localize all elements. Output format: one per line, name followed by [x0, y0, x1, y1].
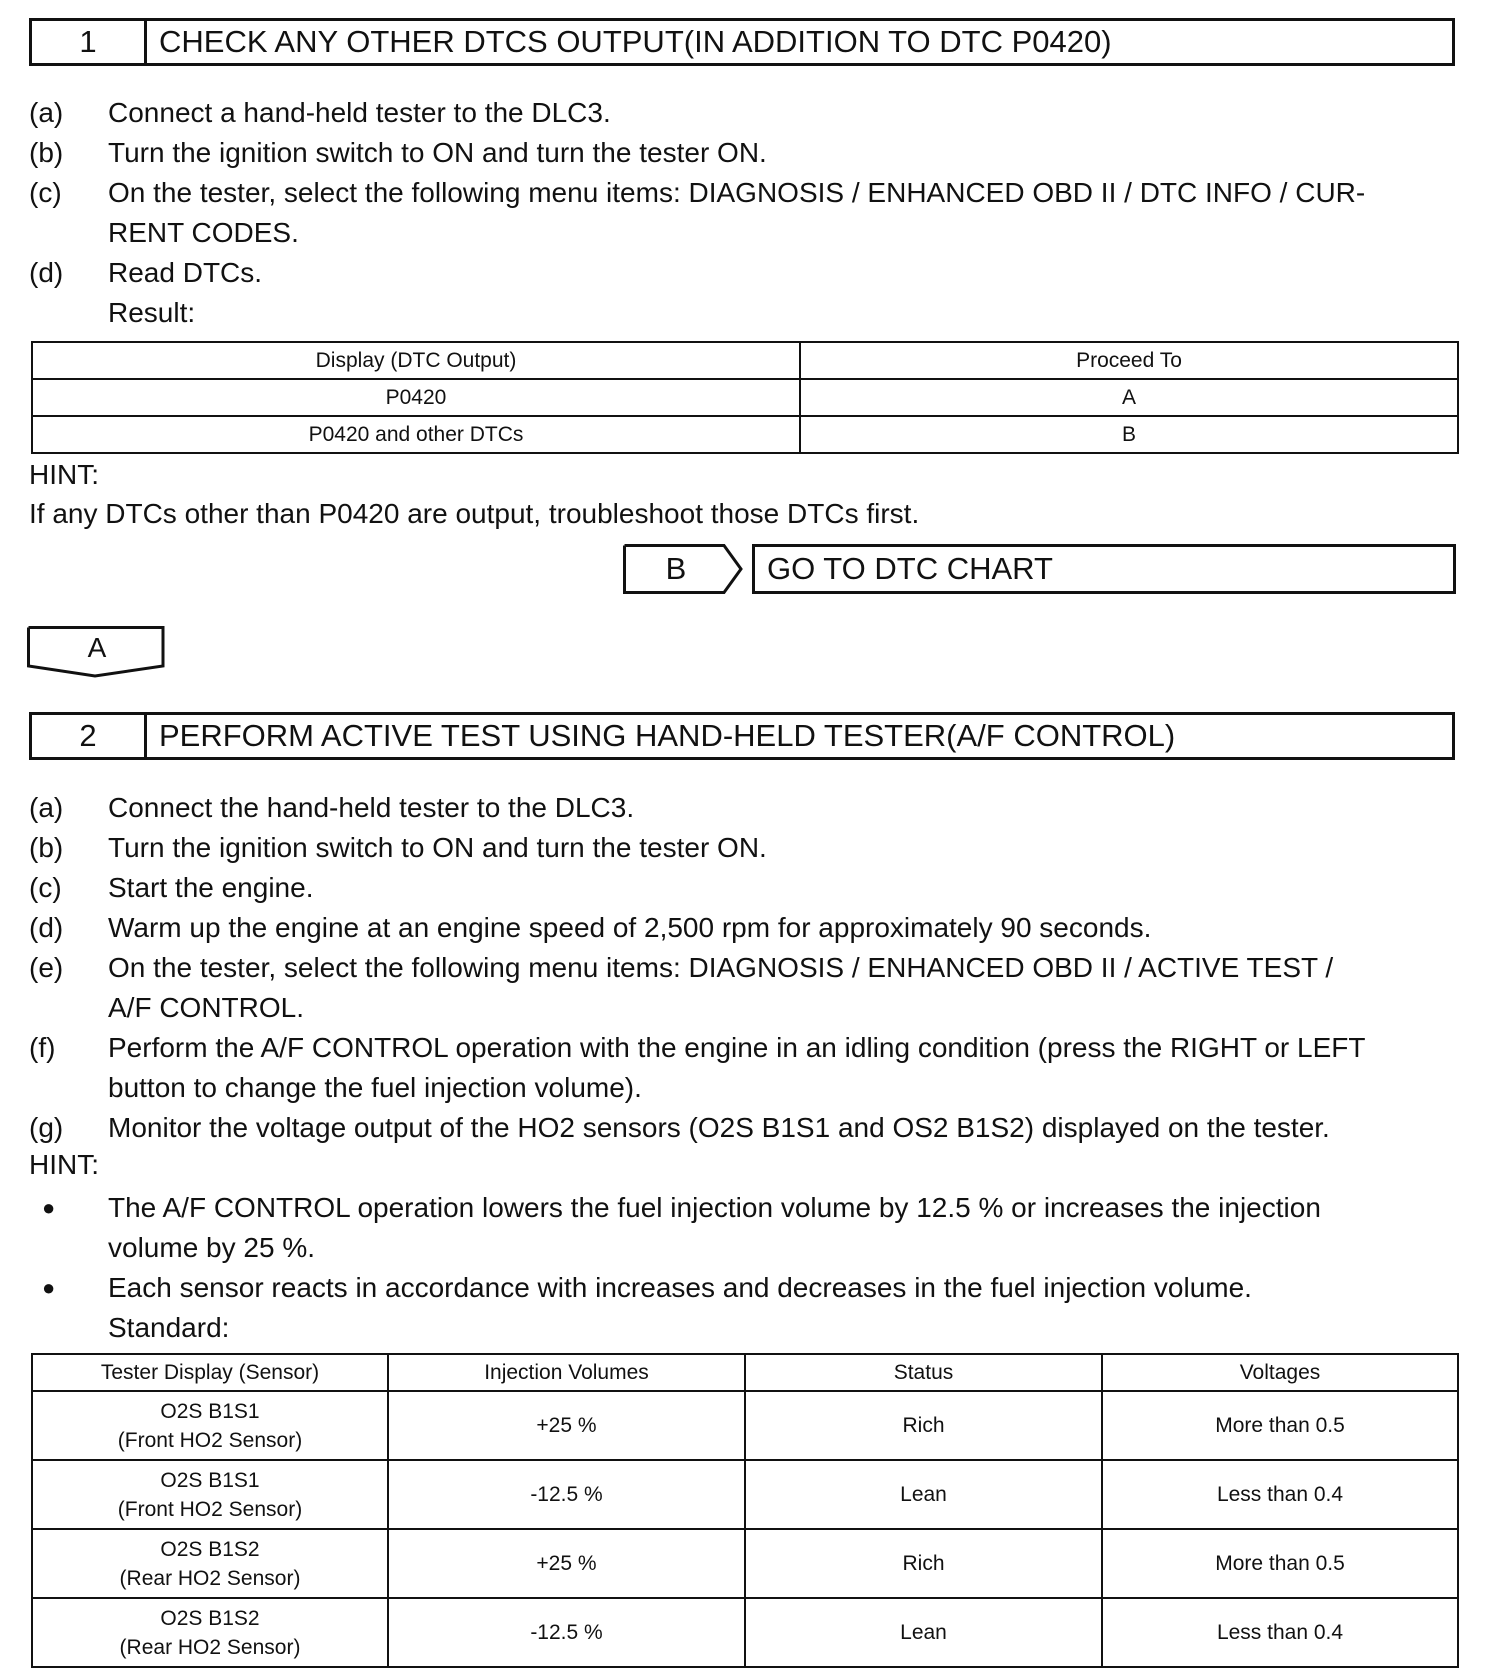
- table-cell: [32, 1529, 388, 1598]
- item-label: (b): [29, 832, 64, 863]
- table-cell: [32, 1598, 388, 1667]
- step-2-item-e-cont: [0, 988, 1504, 1028]
- item-text-continued: A/F CONTROL.: [108, 992, 305, 1023]
- item-label: (d): [29, 912, 64, 943]
- hint-bullet-1-cont: [0, 1228, 1504, 1268]
- bullet-icon: ●: [42, 1195, 56, 1220]
- step-1-item-d: [0, 253, 1504, 293]
- result-label-line: [0, 293, 1504, 333]
- table-cell: -12.5 %: [388, 1460, 745, 1529]
- item-label: (c): [29, 872, 62, 903]
- item-text: On the tester, select the following menu items: DIAGNOSIS / ENHANCED OBD II / DTC INFO / CUR-: [108, 177, 1366, 208]
- table-row: [32, 1529, 1458, 1598]
- table-header-cell: Display (DTC Output): [32, 342, 800, 379]
- step-1-item-a: [0, 93, 1504, 133]
- branch-b-arrow: [623, 544, 743, 594]
- result-label: Result:: [108, 297, 196, 328]
- step-2-item-f: [0, 1028, 1504, 1068]
- sensor-description: (Rear HO2 Sensor): [119, 1635, 301, 1659]
- table-cell: P0420: [32, 379, 800, 416]
- step-1-item-b: [0, 133, 1504, 173]
- table-cell: -12.5 %: [388, 1598, 745, 1667]
- item-text: Turn the ignition switch to ON and turn the tester ON.: [108, 832, 767, 863]
- item-text: Monitor the voltage output of the HO2 sensors (O2S B1S1 and OS2 B1S2) displayed on the tester.: [108, 1112, 1330, 1143]
- table-header-row: [32, 342, 1458, 379]
- table-cell: +25 %: [388, 1529, 745, 1598]
- sensor-name: O2S B1S2: [160, 1606, 260, 1630]
- item-text-continued: RENT CODES.: [108, 217, 299, 248]
- step-2-item-e: [0, 948, 1504, 988]
- sensor-name: O2S B1S1: [160, 1399, 260, 1423]
- table-row: [32, 416, 1458, 453]
- table-cell: [32, 1391, 388, 1460]
- item-text: Connect the hand-held tester to the DLC3.: [108, 792, 635, 823]
- step-1-item-c: [0, 173, 1504, 213]
- item-text: Start the engine.: [108, 872, 314, 903]
- table-cell: Less than 0.4: [1102, 1460, 1458, 1529]
- item-label: (d): [29, 257, 64, 288]
- step-1-number: 1: [32, 21, 147, 63]
- item-label: (e): [29, 952, 64, 983]
- step-1-hint-text: If any DTCs other than P0420 are output, troubleshoot those DTCs first.: [29, 498, 920, 529]
- item-label: (a): [29, 97, 64, 128]
- table-cell: Rich: [745, 1529, 1102, 1598]
- hint-bullet-1: [0, 1188, 1504, 1228]
- item-text: Turn the ignition switch to ON and turn the tester ON.: [108, 137, 767, 168]
- table-cell: B: [800, 416, 1458, 453]
- table-row: [32, 379, 1458, 416]
- sensor-description: (Front HO2 Sensor): [117, 1497, 303, 1521]
- item-label: (f): [29, 1032, 56, 1063]
- bullet-text: The A/F CONTROL operation lowers the fuel injection volume by 12.5 % or increases the injection: [108, 1192, 1321, 1223]
- dtc-result-table: [31, 341, 1459, 454]
- standard-label: Standard:: [108, 1312, 230, 1343]
- item-label: (b): [29, 137, 64, 168]
- table-header-cell: Voltages: [1102, 1354, 1458, 1391]
- item-text: Connect a hand-held tester to the DLC3.: [108, 97, 611, 128]
- active-test-standard-table: [31, 1353, 1459, 1668]
- table-header-cell: Status: [745, 1354, 1102, 1391]
- table-cell: More than 0.5: [1102, 1391, 1458, 1460]
- item-text: On the tester, select the following menu items: DIAGNOSIS / ENHANCED OBD II / ACTIVE TEST /: [108, 952, 1334, 983]
- step-2-item-a: [0, 788, 1504, 828]
- table-header-row: [32, 1354, 1458, 1391]
- table-cell: P0420 and other DTCs: [32, 416, 800, 453]
- item-text: Warm up the engine at an engine speed of 2,500 rpm for approximately 90 seconds.: [108, 912, 1152, 943]
- sensor-name: O2S B1S2: [160, 1537, 260, 1561]
- bullet-icon: ●: [42, 1275, 56, 1300]
- item-label: (g): [29, 1112, 64, 1143]
- table-row: [32, 1460, 1458, 1529]
- table-cell: More than 0.5: [1102, 1529, 1458, 1598]
- table-cell: +25 %: [388, 1391, 745, 1460]
- step-1-item-c-cont: [0, 213, 1504, 253]
- bullet-text-continued: volume by 25 %.: [108, 1232, 315, 1263]
- table-cell: Rich: [745, 1391, 1102, 1460]
- standard-label-line: [0, 1308, 1504, 1348]
- branch-b-label: B: [665, 551, 687, 586]
- item-text: Perform the A/F CONTROL operation with the engine in an idling condition (press the RIGHT or LEFT: [108, 1032, 1366, 1063]
- item-label: (c): [29, 177, 62, 208]
- step-2-item-g: [0, 1108, 1504, 1148]
- go-to-dtc-chart-box: GO TO DTC CHART: [752, 544, 1456, 594]
- step-1-hint-label: HINT:: [29, 459, 99, 490]
- bullet-text: Each sensor reacts in accordance with increases and decreases in the fuel injection volume.: [108, 1272, 1252, 1303]
- table-cell: Lean: [745, 1460, 1102, 1529]
- branch-a-arrow: [27, 626, 167, 678]
- hint-bullet-2: [0, 1268, 1504, 1308]
- table-cell: [32, 1460, 388, 1529]
- step-2-hint-label: HINT:: [29, 1149, 99, 1180]
- step-2-number: 2: [32, 715, 147, 757]
- step-2-item-c: [0, 868, 1504, 908]
- table-cell: A: [800, 379, 1458, 416]
- step-1-title: CHECK ANY OTHER DTCS OUTPUT(IN ADDITION TO DTC P0420): [159, 24, 1112, 59]
- item-text-continued: button to change the fuel injection volume).: [108, 1072, 642, 1103]
- item-label: (a): [29, 792, 64, 823]
- sensor-name: O2S B1S1: [160, 1468, 260, 1492]
- step-2-item-b: [0, 828, 1504, 868]
- step-2-header: [29, 712, 1455, 760]
- table-row: [32, 1598, 1458, 1667]
- table-cell: Less than 0.4: [1102, 1598, 1458, 1667]
- table-header-cell: Injection Volumes: [388, 1354, 745, 1391]
- table-header-cell: Tester Display (Sensor): [32, 1354, 388, 1391]
- sensor-description: (Rear HO2 Sensor): [119, 1566, 301, 1590]
- item-text: Read DTCs.: [108, 257, 263, 288]
- step-2-item-d: [0, 908, 1504, 948]
- branch-a-label: A: [87, 632, 107, 663]
- step-1-header: [29, 18, 1455, 66]
- table-row: [32, 1391, 1458, 1460]
- step-2-item-f-cont: [0, 1068, 1504, 1108]
- table-header-cell: Proceed To: [800, 342, 1458, 379]
- step-2-title: PERFORM ACTIVE TEST USING HAND-HELD TESTER(A/F CONTROL): [159, 718, 1176, 753]
- table-cell: Lean: [745, 1598, 1102, 1667]
- sensor-description: (Front HO2 Sensor): [117, 1428, 303, 1452]
